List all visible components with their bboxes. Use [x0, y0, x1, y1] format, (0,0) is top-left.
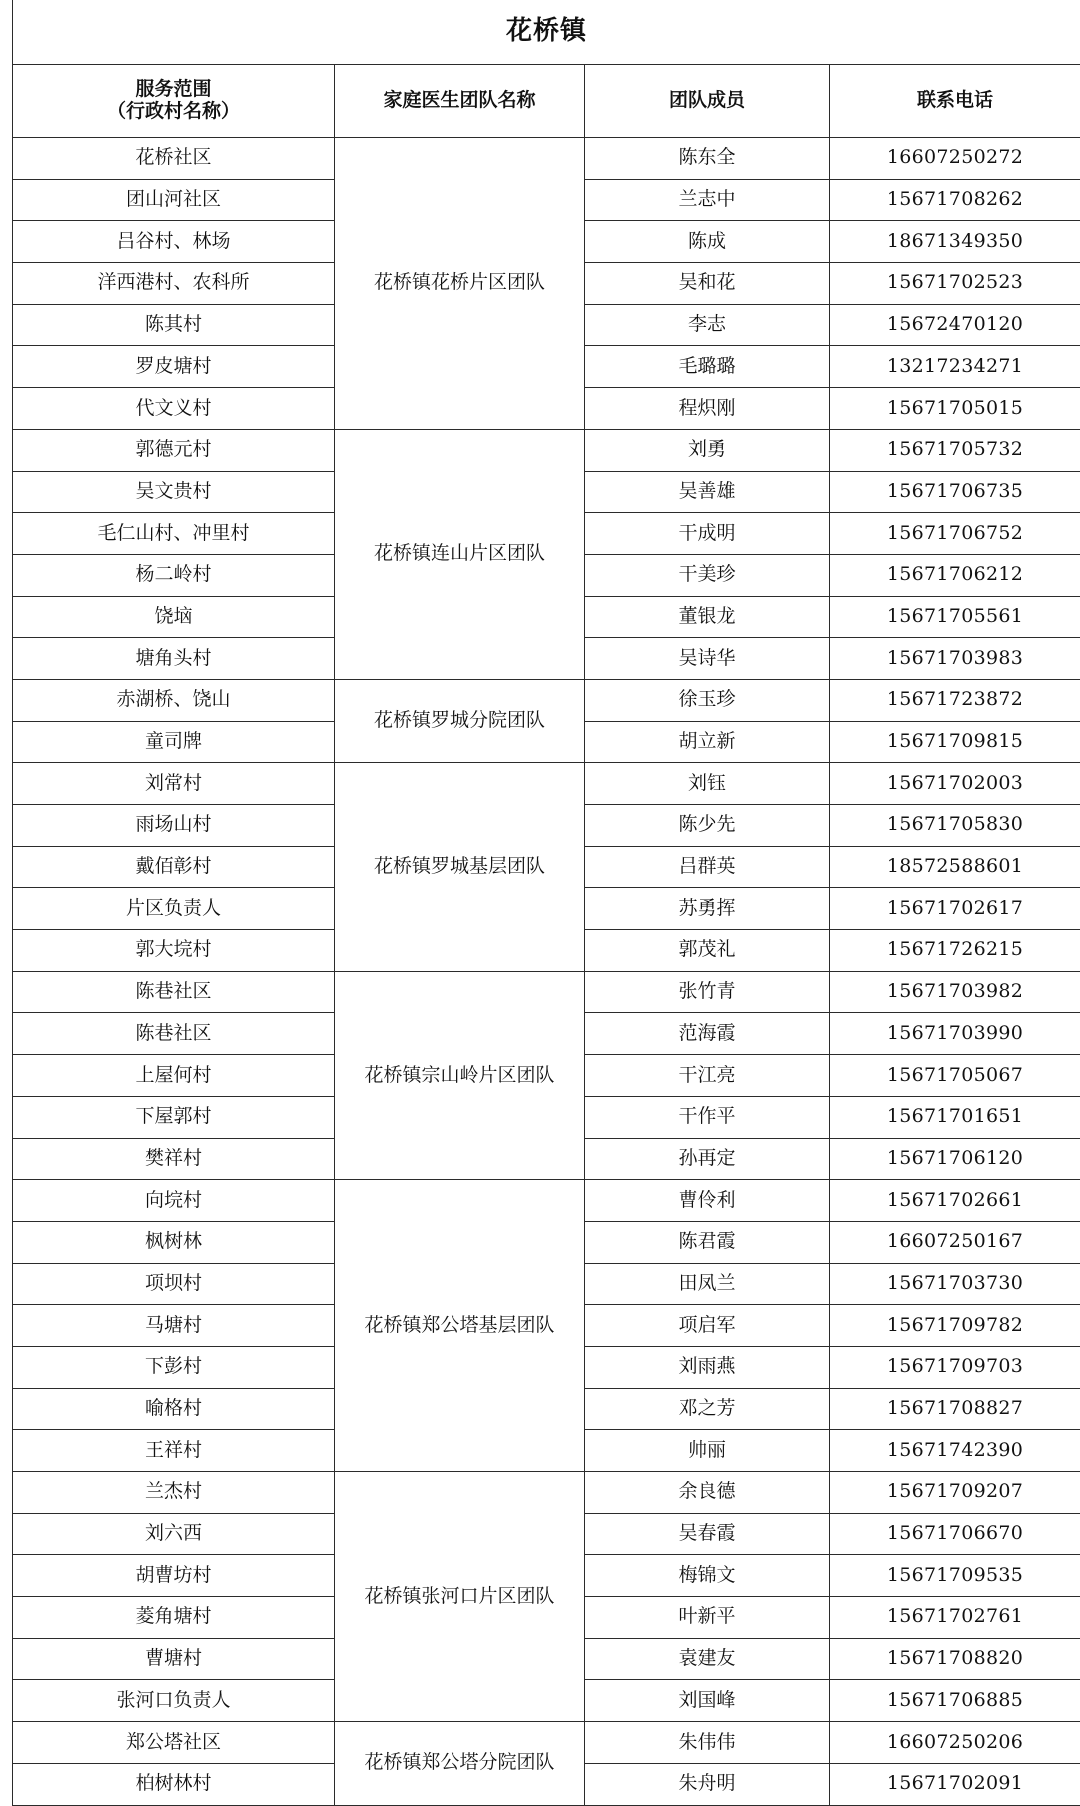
header-scope-line1: 服务范围	[13, 79, 334, 101]
table-row	[13, 1180, 1080, 1222]
village-cell: 马塘村	[13, 1305, 335, 1347]
table-row	[13, 763, 1080, 805]
phone-cell: 15671706735	[830, 471, 1080, 513]
phone-cell: 15671705015	[830, 388, 1080, 430]
table-row	[13, 429, 1080, 471]
phone-cell: 15671723872	[830, 679, 1080, 721]
village-cell: 樊祥村	[13, 1138, 335, 1180]
village-cell: 赤湖桥、饶山	[13, 679, 335, 721]
phone-cell: 16607250272	[830, 138, 1080, 180]
member-cell: 刘钰	[585, 763, 830, 805]
village-cell: 戴佰彰村	[13, 846, 335, 888]
phone-cell: 15671708820	[830, 1638, 1080, 1680]
header-phone: 联系电话	[830, 65, 1080, 138]
village-cell: 陈其村	[13, 304, 335, 346]
village-cell: 塘角头村	[13, 638, 335, 680]
team-name-cell: 花桥镇张河口片区团队	[335, 1472, 585, 1722]
table-title: 花桥镇	[13, 0, 1080, 65]
title-row	[13, 0, 1080, 65]
phone-cell: 15671726215	[830, 930, 1080, 972]
village-cell: 胡曹坊村	[13, 1555, 335, 1597]
phone-cell: 13217234271	[830, 346, 1080, 388]
member-cell: 郭茂礼	[585, 930, 830, 972]
phone-cell: 15671705732	[830, 429, 1080, 471]
village-cell: 枫树林	[13, 1221, 335, 1263]
member-cell: 邓之芳	[585, 1388, 830, 1430]
phone-cell: 15671706212	[830, 554, 1080, 596]
phone-cell: 15671708827	[830, 1388, 1080, 1430]
phone-cell: 16607250206	[830, 1722, 1080, 1764]
phone-cell: 15671706752	[830, 513, 1080, 555]
phone-cell: 18572588601	[830, 846, 1080, 888]
member-cell: 苏勇挥	[585, 888, 830, 930]
phone-cell: 15671705561	[830, 596, 1080, 638]
village-cell: 上屋何村	[13, 1055, 335, 1097]
member-cell: 张竹青	[585, 971, 830, 1013]
phone-cell: 15671705067	[830, 1055, 1080, 1097]
village-cell: 杨二岭村	[13, 554, 335, 596]
member-cell: 余良德	[585, 1472, 830, 1514]
village-cell: 陈巷社区	[13, 971, 335, 1013]
table-row	[13, 1472, 1080, 1514]
member-cell: 胡立新	[585, 721, 830, 763]
village-cell: 郑公塔社区	[13, 1722, 335, 1764]
phone-cell: 18671349350	[830, 221, 1080, 263]
header-member: 团队成员	[585, 65, 830, 138]
header-scope-line2: （行政村名称）	[13, 101, 334, 123]
village-cell: 张河口负责人	[13, 1680, 335, 1722]
village-cell: 下屋郭村	[13, 1096, 335, 1138]
phone-cell: 15671702761	[830, 1597, 1080, 1639]
phone-cell: 15671703990	[830, 1013, 1080, 1055]
village-cell: 代文义村	[13, 388, 335, 430]
team-name-cell: 花桥镇宗山岭片区团队	[335, 971, 585, 1179]
member-cell: 兰志中	[585, 179, 830, 221]
member-cell: 刘国峰	[585, 1680, 830, 1722]
team-name-cell: 花桥镇罗城分院团队	[335, 679, 585, 762]
member-cell: 程炽刚	[585, 388, 830, 430]
doctor-team-table	[12, 0, 1080, 1806]
village-cell: 吴文贵村	[13, 471, 335, 513]
header-scope	[13, 65, 335, 138]
phone-cell: 15671709535	[830, 1555, 1080, 1597]
village-cell: 陈巷社区	[13, 1013, 335, 1055]
village-cell: 王祥村	[13, 1430, 335, 1472]
phone-cell: 15671709782	[830, 1305, 1080, 1347]
member-cell: 干成明	[585, 513, 830, 555]
member-cell: 范海霞	[585, 1013, 830, 1055]
member-cell: 刘雨燕	[585, 1346, 830, 1388]
phone-cell: 15671742390	[830, 1430, 1080, 1472]
member-cell: 干美珍	[585, 554, 830, 596]
member-cell: 陈东全	[585, 138, 830, 180]
member-cell: 干作平	[585, 1096, 830, 1138]
phone-cell: 15671705830	[830, 805, 1080, 847]
village-cell: 童司牌	[13, 721, 335, 763]
header-row	[13, 65, 1080, 138]
phone-cell: 15671706670	[830, 1513, 1080, 1555]
village-cell: 向垸村	[13, 1180, 335, 1222]
phone-cell: 15671709207	[830, 1472, 1080, 1514]
village-cell: 喻格村	[13, 1388, 335, 1430]
phone-cell: 15671709703	[830, 1346, 1080, 1388]
phone-cell: 15671701651	[830, 1096, 1080, 1138]
village-cell: 吕谷村、林场	[13, 221, 335, 263]
member-cell: 吕群英	[585, 846, 830, 888]
village-cell: 花桥社区	[13, 138, 335, 180]
village-cell: 兰杰村	[13, 1472, 335, 1514]
phone-cell: 15671702661	[830, 1180, 1080, 1222]
village-cell: 下彭村	[13, 1346, 335, 1388]
village-cell: 团山河社区	[13, 179, 335, 221]
member-cell: 梅锦文	[585, 1555, 830, 1597]
member-cell: 项启军	[585, 1305, 830, 1347]
table-row	[13, 1722, 1080, 1764]
member-cell: 吴善雄	[585, 471, 830, 513]
phone-cell: 15671703982	[830, 971, 1080, 1013]
phone-cell: 15671703983	[830, 638, 1080, 680]
village-cell: 罗皮塘村	[13, 346, 335, 388]
member-cell: 董银龙	[585, 596, 830, 638]
member-cell: 陈君霞	[585, 1221, 830, 1263]
village-cell: 刘常村	[13, 763, 335, 805]
phone-cell: 15671702617	[830, 888, 1080, 930]
member-cell: 陈成	[585, 221, 830, 263]
village-cell: 片区负责人	[13, 888, 335, 930]
member-cell: 朱舟明	[585, 1763, 830, 1805]
member-cell: 李志	[585, 304, 830, 346]
table-row	[13, 138, 1080, 180]
member-cell: 吴和花	[585, 263, 830, 305]
village-cell: 郭德元村	[13, 429, 335, 471]
member-cell: 毛璐璐	[585, 346, 830, 388]
village-cell: 刘六西	[13, 1513, 335, 1555]
phone-cell: 15671708262	[830, 179, 1080, 221]
member-cell: 吴诗华	[585, 638, 830, 680]
phone-cell: 16607250167	[830, 1221, 1080, 1263]
phone-cell: 15672470120	[830, 304, 1080, 346]
member-cell: 吴春霞	[585, 1513, 830, 1555]
member-cell: 徐玉珍	[585, 679, 830, 721]
village-cell: 雨场山村	[13, 805, 335, 847]
team-name-cell: 花桥镇郑公塔基层团队	[335, 1180, 585, 1472]
team-name-cell: 花桥镇罗城基层团队	[335, 763, 585, 971]
village-cell: 饶垴	[13, 596, 335, 638]
team-name-cell: 花桥镇连山片区团队	[335, 429, 585, 679]
village-cell: 曹塘村	[13, 1638, 335, 1680]
table-row	[13, 679, 1080, 721]
team-name-cell: 花桥镇花桥片区团队	[335, 138, 585, 430]
phone-cell: 15671706885	[830, 1680, 1080, 1722]
table-row	[13, 971, 1080, 1013]
member-cell: 帅丽	[585, 1430, 830, 1472]
member-cell: 叶新平	[585, 1597, 830, 1639]
village-cell: 柏树林村	[13, 1763, 335, 1805]
village-cell: 毛仁山村、冲里村	[13, 513, 335, 555]
table-body	[13, 138, 1080, 1806]
member-cell: 孙再定	[585, 1138, 830, 1180]
member-cell: 刘勇	[585, 429, 830, 471]
phone-cell: 15671703730	[830, 1263, 1080, 1305]
village-cell: 项坝村	[13, 1263, 335, 1305]
village-cell: 郭大垸村	[13, 930, 335, 972]
member-cell: 陈少先	[585, 805, 830, 847]
phone-cell: 15671702003	[830, 763, 1080, 805]
header-team: 家庭医生团队名称	[335, 65, 585, 138]
village-cell: 菱角塘村	[13, 1597, 335, 1639]
member-cell: 干江亮	[585, 1055, 830, 1097]
member-cell: 袁建友	[585, 1638, 830, 1680]
phone-cell: 15671702091	[830, 1763, 1080, 1805]
village-cell: 洋西港村、农科所	[13, 263, 335, 305]
phone-cell: 15671702523	[830, 263, 1080, 305]
phone-cell: 15671706120	[830, 1138, 1080, 1180]
team-name-cell: 花桥镇郑公塔分院团队	[335, 1722, 585, 1805]
member-cell: 田凤兰	[585, 1263, 830, 1305]
member-cell: 曹伶利	[585, 1180, 830, 1222]
member-cell: 朱伟伟	[585, 1722, 830, 1764]
phone-cell: 15671709815	[830, 721, 1080, 763]
